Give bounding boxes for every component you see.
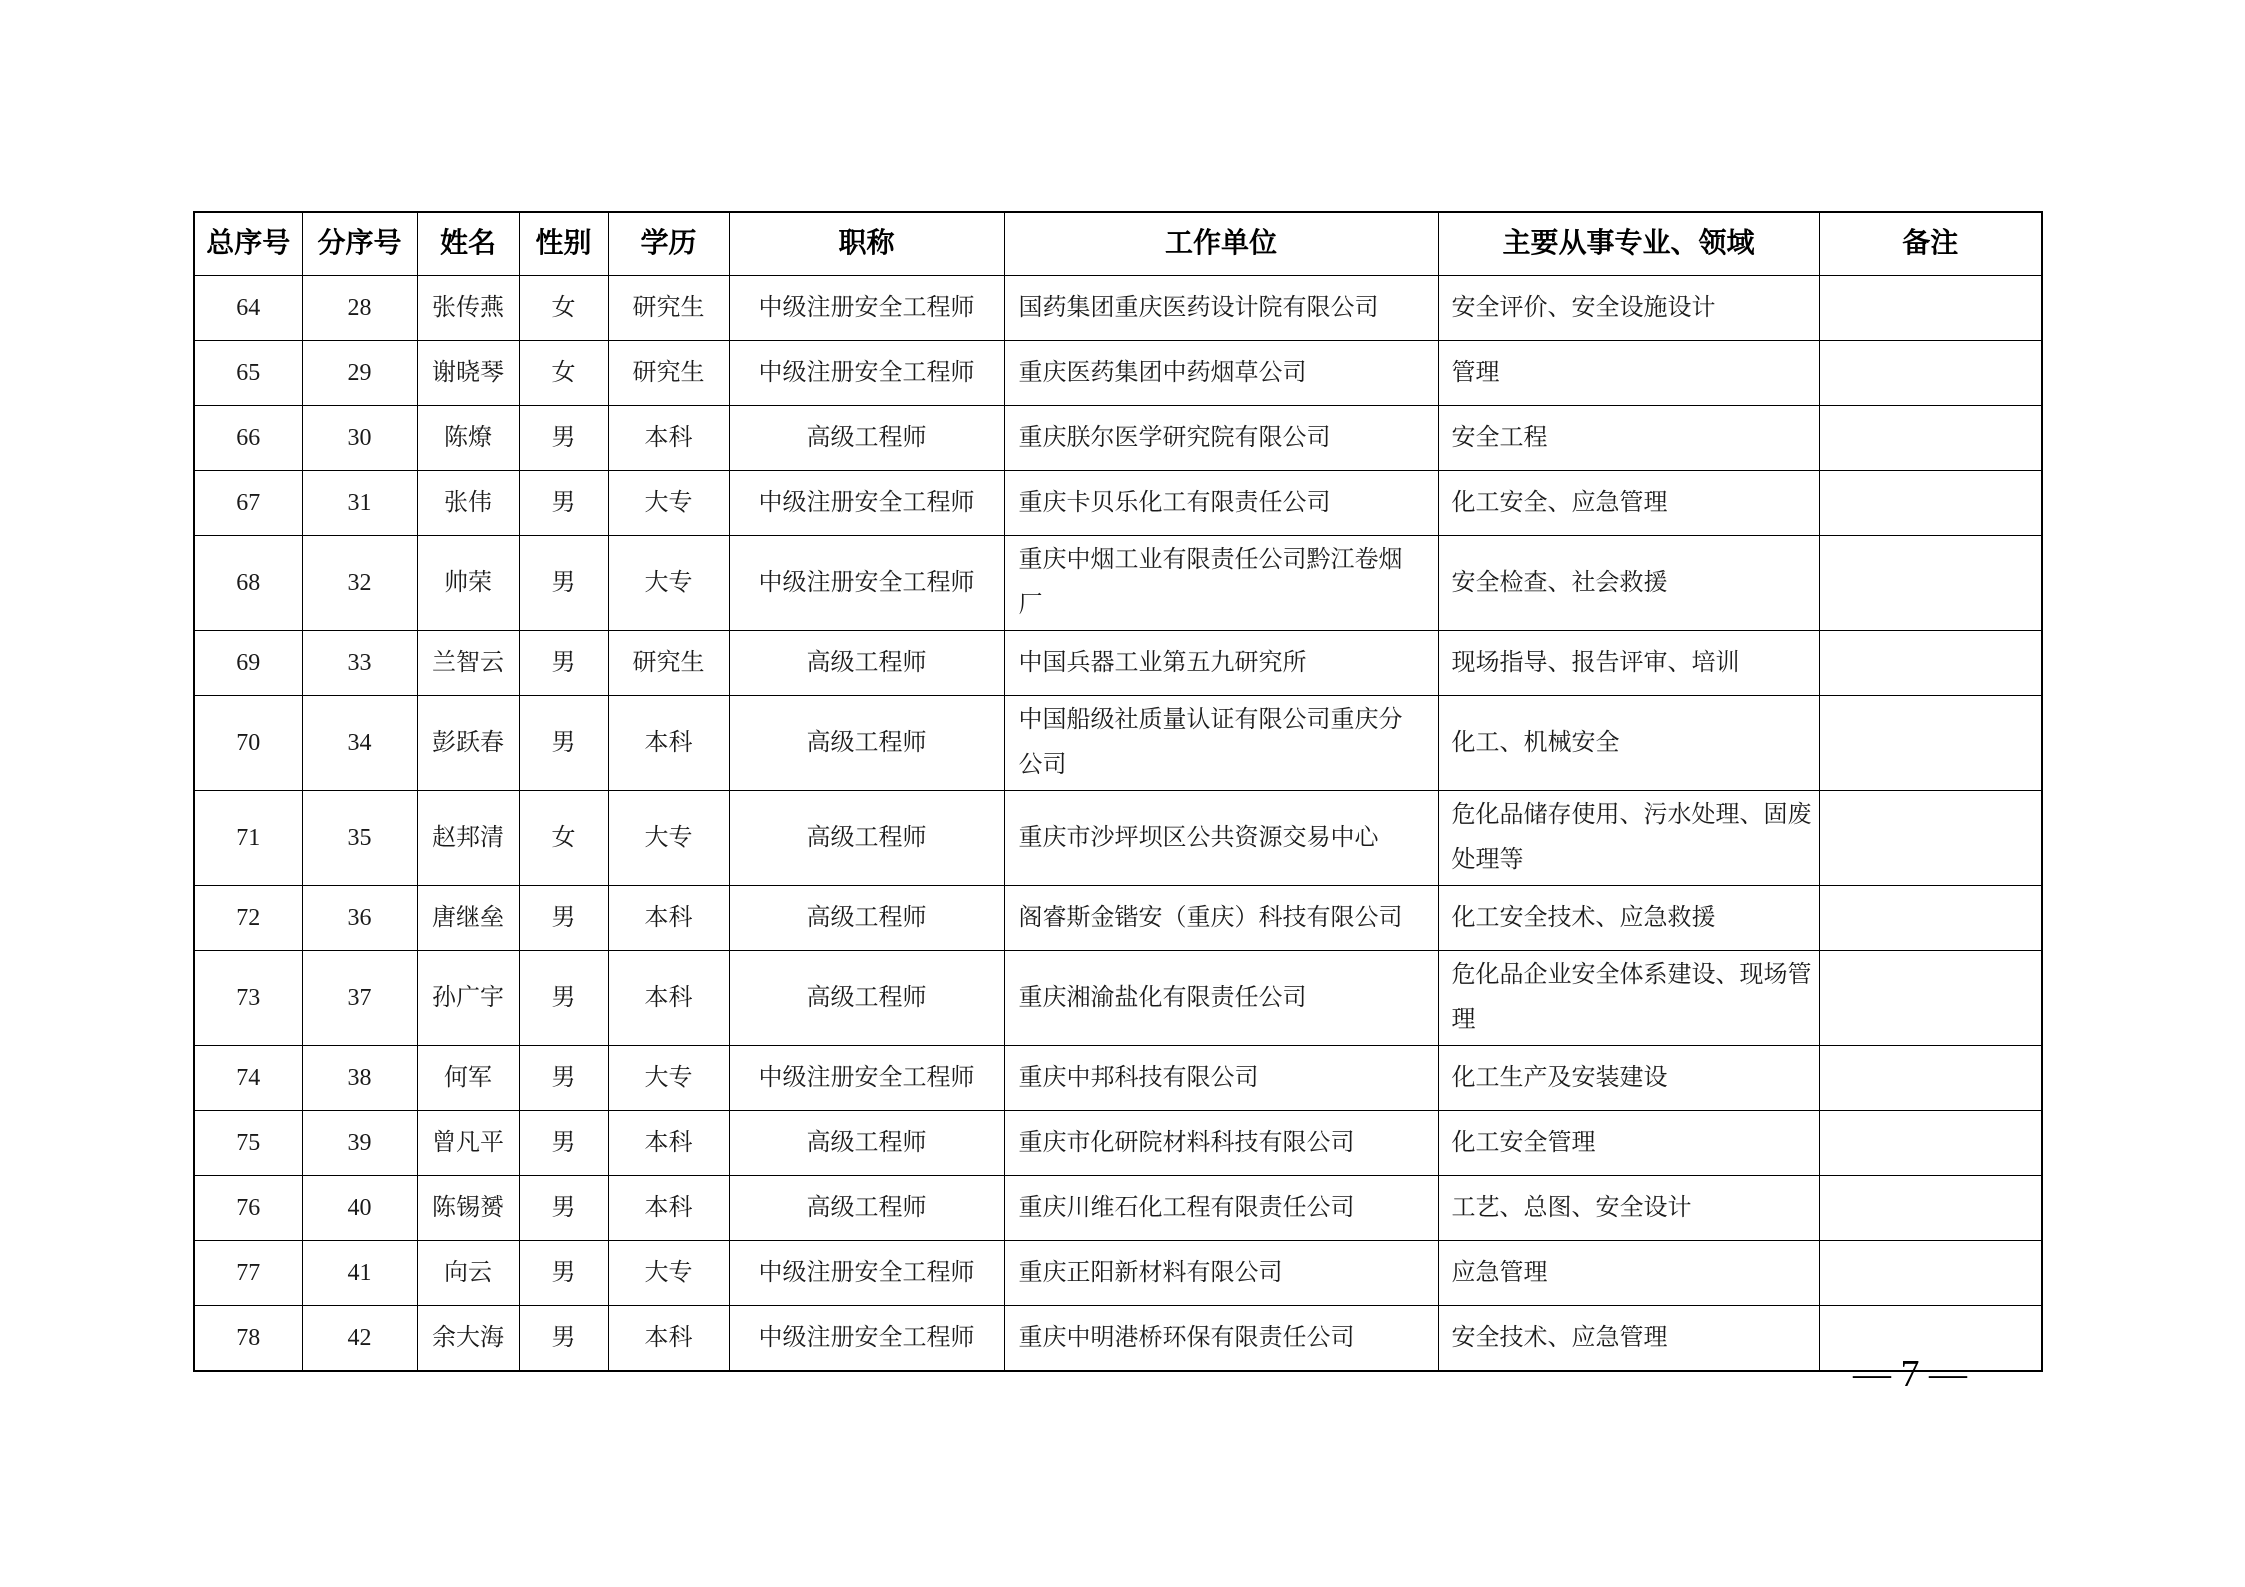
cell-remarks xyxy=(1819,406,2042,471)
cell-work-unit: 重庆湘渝盐化有限责任公司 xyxy=(1004,951,1438,1046)
cell-education: 本科 xyxy=(608,951,729,1046)
cell-work-unit: 阁睿斯金锴安（重庆）科技有限公司 xyxy=(1004,886,1438,951)
cell-name: 兰智云 xyxy=(417,631,519,696)
cell-gender: 男 xyxy=(519,886,608,951)
header-total-no: 总序号 xyxy=(194,212,302,276)
header-title: 职称 xyxy=(729,212,1004,276)
cell-sub-no: 36 xyxy=(302,886,417,951)
cell-sub-no: 42 xyxy=(302,1306,417,1372)
table-row xyxy=(194,471,2042,536)
cell-title: 高级工程师 xyxy=(729,951,1004,1046)
cell-sub-no: 39 xyxy=(302,1111,417,1176)
cell-total-no: 77 xyxy=(194,1241,302,1306)
cell-name: 彭跃春 xyxy=(417,696,519,791)
cell-name: 赵邦清 xyxy=(417,791,519,886)
cell-education: 研究生 xyxy=(608,631,729,696)
cell-gender: 女 xyxy=(519,341,608,406)
cell-gender: 女 xyxy=(519,276,608,341)
cell-title: 中级注册安全工程师 xyxy=(729,341,1004,406)
cell-gender: 男 xyxy=(519,631,608,696)
cell-total-no: 76 xyxy=(194,1176,302,1241)
cell-education: 研究生 xyxy=(608,276,729,341)
cell-name: 何军 xyxy=(417,1046,519,1111)
cell-sub-no: 38 xyxy=(302,1046,417,1111)
cell-education: 大专 xyxy=(608,471,729,536)
cell-remarks xyxy=(1819,536,2042,631)
cell-total-no: 64 xyxy=(194,276,302,341)
cell-field: 安全技术、应急管理 xyxy=(1438,1306,1819,1372)
header-work-unit: 工作单位 xyxy=(1004,212,1438,276)
cell-name: 帅荣 xyxy=(417,536,519,631)
table-row xyxy=(194,536,2042,631)
cell-name: 陈燎 xyxy=(417,406,519,471)
cell-sub-no: 32 xyxy=(302,536,417,631)
table-row xyxy=(194,791,2042,886)
cell-sub-no: 28 xyxy=(302,276,417,341)
cell-work-unit: 重庆中烟工业有限责任公司黔江卷烟厂 xyxy=(1004,536,1438,631)
cell-work-unit: 重庆市化研院材料科技有限公司 xyxy=(1004,1111,1438,1176)
table-row xyxy=(194,1176,2042,1241)
cell-total-no: 73 xyxy=(194,951,302,1046)
cell-remarks xyxy=(1819,276,2042,341)
cell-gender: 女 xyxy=(519,791,608,886)
cell-name: 向云 xyxy=(417,1241,519,1306)
cell-title: 高级工程师 xyxy=(729,696,1004,791)
cell-field: 安全检查、社会救援 xyxy=(1438,536,1819,631)
table-row xyxy=(194,1046,2042,1111)
cell-remarks xyxy=(1819,1046,2042,1111)
cell-education: 本科 xyxy=(608,696,729,791)
cell-field: 安全工程 xyxy=(1438,406,1819,471)
header-gender: 性别 xyxy=(519,212,608,276)
header-sub-no: 分序号 xyxy=(302,212,417,276)
cell-sub-no: 37 xyxy=(302,951,417,1046)
cell-title: 高级工程师 xyxy=(729,791,1004,886)
cell-name: 张传燕 xyxy=(417,276,519,341)
cell-title: 中级注册安全工程师 xyxy=(729,1241,1004,1306)
cell-work-unit: 重庆川维石化工程有限责任公司 xyxy=(1004,1176,1438,1241)
page-number: — 7 — xyxy=(1853,1353,1967,1395)
cell-remarks xyxy=(1819,631,2042,696)
cell-title: 中级注册安全工程师 xyxy=(729,471,1004,536)
header-field: 主要从事专业、领域 xyxy=(1438,212,1819,276)
cell-gender: 男 xyxy=(519,1111,608,1176)
cell-title: 高级工程师 xyxy=(729,1111,1004,1176)
cell-total-no: 68 xyxy=(194,536,302,631)
cell-education: 大专 xyxy=(608,1241,729,1306)
cell-total-no: 78 xyxy=(194,1306,302,1372)
cell-work-unit: 重庆中邦科技有限公司 xyxy=(1004,1046,1438,1111)
cell-title: 中级注册安全工程师 xyxy=(729,536,1004,631)
cell-title: 高级工程师 xyxy=(729,1176,1004,1241)
cell-title: 中级注册安全工程师 xyxy=(729,276,1004,341)
cell-remarks xyxy=(1819,471,2042,536)
cell-work-unit: 国药集团重庆医药设计院有限公司 xyxy=(1004,276,1438,341)
table-header-row xyxy=(194,212,2042,276)
cell-education: 大专 xyxy=(608,536,729,631)
cell-title: 高级工程师 xyxy=(729,631,1004,696)
cell-field: 化工生产及安装建设 xyxy=(1438,1046,1819,1111)
cell-sub-no: 40 xyxy=(302,1176,417,1241)
cell-total-no: 65 xyxy=(194,341,302,406)
cell-field: 危化品储存使用、污水处理、固废处理等 xyxy=(1438,791,1819,886)
cell-gender: 男 xyxy=(519,1241,608,1306)
cell-total-no: 66 xyxy=(194,406,302,471)
header-education: 学历 xyxy=(608,212,729,276)
cell-gender: 男 xyxy=(519,696,608,791)
cell-education: 本科 xyxy=(608,1306,729,1372)
cell-total-no: 75 xyxy=(194,1111,302,1176)
table-row xyxy=(194,1111,2042,1176)
cell-gender: 男 xyxy=(519,951,608,1046)
cell-remarks xyxy=(1819,886,2042,951)
cell-field: 化工、机械安全 xyxy=(1438,696,1819,791)
header-remarks: 备注 xyxy=(1819,212,2042,276)
cell-total-no: 74 xyxy=(194,1046,302,1111)
table-row xyxy=(194,951,2042,1046)
cell-name: 孙广宇 xyxy=(417,951,519,1046)
cell-education: 本科 xyxy=(608,1111,729,1176)
cell-gender: 男 xyxy=(519,1176,608,1241)
cell-education: 研究生 xyxy=(608,341,729,406)
cell-field: 化工安全管理 xyxy=(1438,1111,1819,1176)
cell-remarks xyxy=(1819,951,2042,1046)
cell-total-no: 72 xyxy=(194,886,302,951)
cell-education: 大专 xyxy=(608,791,729,886)
cell-title: 中级注册安全工程师 xyxy=(729,1046,1004,1111)
cell-sub-no: 29 xyxy=(302,341,417,406)
cell-work-unit: 重庆卡贝乐化工有限责任公司 xyxy=(1004,471,1438,536)
table-row xyxy=(194,886,2042,951)
roster-table xyxy=(193,211,2043,1372)
cell-name: 曾凡平 xyxy=(417,1111,519,1176)
cell-gender: 男 xyxy=(519,406,608,471)
cell-work-unit: 重庆正阳新材料有限公司 xyxy=(1004,1241,1438,1306)
cell-name: 张伟 xyxy=(417,471,519,536)
cell-name: 唐继垒 xyxy=(417,886,519,951)
cell-sub-no: 35 xyxy=(302,791,417,886)
cell-total-no: 67 xyxy=(194,471,302,536)
table-row xyxy=(194,631,2042,696)
cell-name: 谢晓琴 xyxy=(417,341,519,406)
cell-education: 本科 xyxy=(608,406,729,471)
cell-work-unit: 重庆医药集团中药烟草公司 xyxy=(1004,341,1438,406)
table-row xyxy=(194,276,2042,341)
cell-work-unit: 重庆市沙坪坝区公共资源交易中心 xyxy=(1004,791,1438,886)
cell-education: 本科 xyxy=(608,1176,729,1241)
cell-education: 大专 xyxy=(608,1046,729,1111)
cell-total-no: 70 xyxy=(194,696,302,791)
cell-gender: 男 xyxy=(519,1046,608,1111)
cell-gender: 男 xyxy=(519,1306,608,1372)
cell-remarks xyxy=(1819,1241,2042,1306)
cell-title: 高级工程师 xyxy=(729,886,1004,951)
cell-name: 陈锡赟 xyxy=(417,1176,519,1241)
cell-title: 高级工程师 xyxy=(729,406,1004,471)
cell-work-unit: 中国兵器工业第五九研究所 xyxy=(1004,631,1438,696)
cell-remarks xyxy=(1819,791,2042,886)
cell-remarks xyxy=(1819,1176,2042,1241)
cell-field: 安全评价、安全设施设计 xyxy=(1438,276,1819,341)
cell-field: 现场指导、报告评审、培训 xyxy=(1438,631,1819,696)
table-row xyxy=(194,1306,2042,1372)
cell-sub-no: 34 xyxy=(302,696,417,791)
cell-sub-no: 41 xyxy=(302,1241,417,1306)
table-row xyxy=(194,1241,2042,1306)
cell-education: 本科 xyxy=(608,886,729,951)
header-name: 姓名 xyxy=(417,212,519,276)
cell-work-unit: 重庆中明港桥环保有限责任公司 xyxy=(1004,1306,1438,1372)
cell-field: 危化品企业安全体系建设、现场管理 xyxy=(1438,951,1819,1046)
cell-total-no: 69 xyxy=(194,631,302,696)
cell-field: 工艺、总图、安全设计 xyxy=(1438,1176,1819,1241)
cell-remarks xyxy=(1819,696,2042,791)
cell-work-unit: 中国船级社质量认证有限公司重庆分公司 xyxy=(1004,696,1438,791)
cell-gender: 男 xyxy=(519,536,608,631)
table-row xyxy=(194,406,2042,471)
table-row xyxy=(194,341,2042,406)
cell-title: 中级注册安全工程师 xyxy=(729,1306,1004,1372)
cell-gender: 男 xyxy=(519,471,608,536)
cell-field: 化工安全技术、应急救援 xyxy=(1438,886,1819,951)
cell-name: 余大海 xyxy=(417,1306,519,1372)
roster-table-body xyxy=(194,276,2042,1372)
cell-remarks xyxy=(1819,1111,2042,1176)
cell-work-unit: 重庆朕尔医学研究院有限公司 xyxy=(1004,406,1438,471)
cell-sub-no: 31 xyxy=(302,471,417,536)
cell-sub-no: 30 xyxy=(302,406,417,471)
cell-sub-no: 33 xyxy=(302,631,417,696)
cell-field: 应急管理 xyxy=(1438,1241,1819,1306)
table-row xyxy=(194,696,2042,791)
cell-remarks xyxy=(1819,341,2042,406)
cell-field: 化工安全、应急管理 xyxy=(1438,471,1819,536)
cell-total-no: 71 xyxy=(194,791,302,886)
cell-field: 管理 xyxy=(1438,341,1819,406)
